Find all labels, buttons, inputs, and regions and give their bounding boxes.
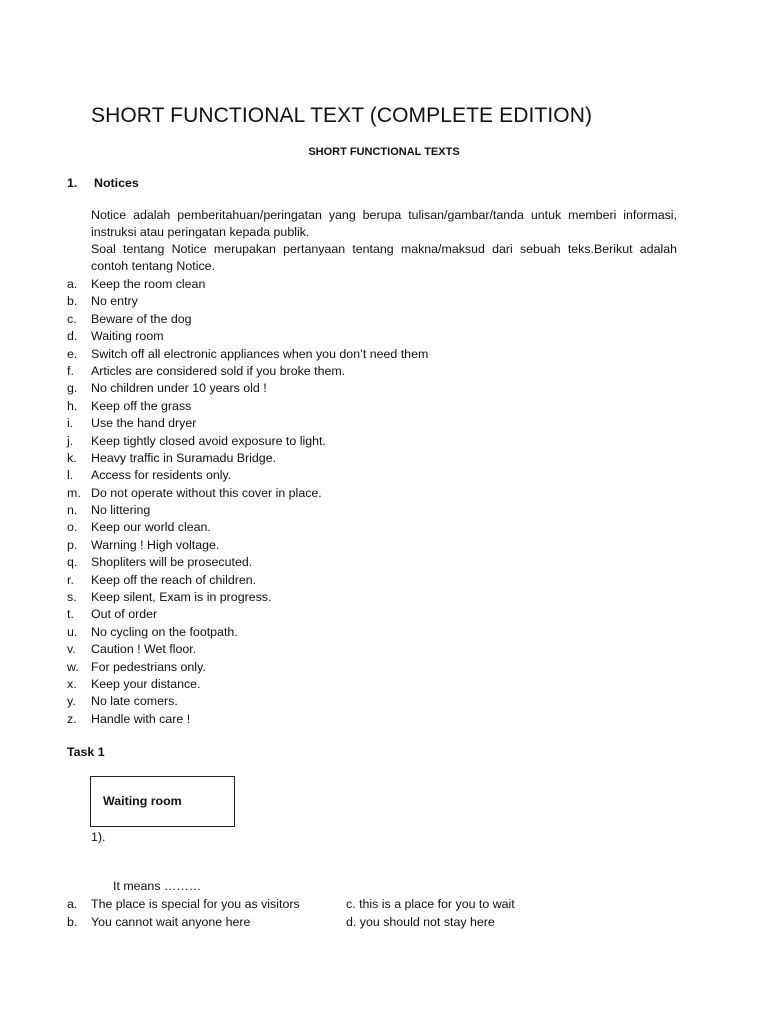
notice-text: Do not operate without this cover in place. <box>91 485 322 500</box>
option-text: You cannot wait anyone here <box>91 915 251 929</box>
notice-text: Heavy traffic in Suramadu Bridge. <box>91 450 277 465</box>
section-title: Notices <box>94 176 139 190</box>
notice-text: Beware of the dog <box>91 311 192 326</box>
notice-letter: u. <box>67 624 78 639</box>
notice-item <box>67 589 428 606</box>
option-c <box>346 897 515 911</box>
notice-box-text: Waiting room <box>103 794 182 808</box>
notice-letter: g. <box>67 381 78 396</box>
notice-text: Caution ! Wet floor. <box>91 642 197 657</box>
option-b <box>67 915 250 929</box>
notice-text: For pedestrians only. <box>91 659 206 674</box>
option-d <box>346 915 495 929</box>
notice-letter: i. <box>67 416 74 431</box>
notice-text: Switch off all electronic appliances when you don’t need them <box>91 346 429 361</box>
notice-letter: p. <box>67 537 78 552</box>
notice-letter: y. <box>67 694 76 709</box>
notice-letter: n. <box>67 503 78 518</box>
task-label: Task 1 <box>67 745 105 759</box>
notice-letter: l. <box>67 468 74 483</box>
notice-text: Keep your distance. <box>91 676 201 691</box>
notice-letter: m. <box>67 485 81 500</box>
notice-text: Keep off the reach of children. <box>91 572 257 587</box>
notice-text: Keep our world clean. <box>91 520 211 535</box>
notice-text: No late comers. <box>91 694 178 709</box>
notice-letter: s. <box>67 590 77 605</box>
notice-item <box>67 624 428 641</box>
notice-item <box>67 693 428 710</box>
option-text: d. you should not stay here <box>346 915 495 929</box>
notice-letter: z. <box>67 711 77 726</box>
notice-letter: d. <box>67 329 78 344</box>
notice-text: Access for residents only. <box>91 468 232 483</box>
notice-text: No entry <box>91 294 138 309</box>
notice-item <box>67 572 428 589</box>
option-text: c. this is a place for you to wait <box>346 897 515 911</box>
notice-text: Waiting room <box>91 329 164 344</box>
notice-letter: r. <box>67 572 74 587</box>
notice-item <box>67 711 428 728</box>
notice-item <box>67 606 428 623</box>
notice-letter: j. <box>67 433 74 448</box>
section-heading <box>67 176 139 190</box>
notice-text: Keep tightly closed avoid exposure to light. <box>91 433 326 448</box>
option-letter: b. <box>67 915 78 929</box>
notice-text: Out of order <box>91 607 158 622</box>
notice-text: Keep the room clean <box>91 277 206 291</box>
notice-item <box>67 433 428 450</box>
page-title: SHORT FUNCTIONAL TEXT (COMPLETE EDITION) <box>91 104 593 127</box>
notice-item <box>67 415 428 432</box>
intro-paragraph-1: Notice adalah pemberitahuan/peringatan yang berupa tulisan/gambar/tanda untuk memberi informasi, instruksi atau peringatan kepada publik. <box>91 208 677 240</box>
notice-text: Shopliters will be prosecuted. <box>91 555 253 570</box>
notice-box <box>90 776 235 827</box>
option-text: The place is special for you as visitors <box>91 897 300 911</box>
notice-text: Articles are considered sold if you broke them. <box>91 363 346 378</box>
notice-text: Keep silent, Exam is in progress. <box>91 590 272 605</box>
notice-item <box>67 519 428 536</box>
notice-item <box>67 659 428 676</box>
notice-text: No cycling on the footpath. <box>91 624 238 639</box>
notice-text: No littering <box>91 503 151 518</box>
notice-item <box>67 311 428 328</box>
notice-letter: a. <box>67 277 78 291</box>
notice-text: Use the hand dryer <box>91 416 197 431</box>
intro-paragraph-2: Soal tentang Notice merupakan pertanyaan tentang makna/maksud dari sebuah teks.Berikut adalah contoh tentang Notice. <box>91 242 677 274</box>
notice-letter: e. <box>67 346 78 361</box>
notice-text: Keep off the grass <box>91 398 192 413</box>
option-a <box>67 897 300 911</box>
notice-text: Handle with care ! <box>91 711 191 726</box>
notice-list <box>67 276 428 728</box>
notice-letter: b. <box>67 294 78 309</box>
notice-letter: f. <box>67 363 74 378</box>
notice-item <box>67 276 428 293</box>
question-number: 1). <box>91 830 106 844</box>
question-prompt: It means ……… <box>113 879 202 893</box>
notice-letter: k. <box>67 450 77 465</box>
option-letter: a. <box>67 897 78 911</box>
notice-item <box>67 293 428 310</box>
notice-letter: o. <box>67 520 78 535</box>
notice-item <box>67 537 428 554</box>
notice-item <box>67 554 428 571</box>
section-number: 1. <box>67 176 78 190</box>
notice-item <box>67 398 428 415</box>
notice-item <box>67 328 428 345</box>
notice-text: No children under 10 years old ! <box>91 381 267 396</box>
notice-item <box>67 641 428 658</box>
notice-letter: x. <box>67 676 77 691</box>
notice-item <box>67 363 428 380</box>
notice-letter: v. <box>67 642 76 657</box>
notice-text: Warning ! High voltage. <box>91 537 220 552</box>
notice-item <box>67 502 428 519</box>
notice-letter: w. <box>67 659 79 674</box>
notice-item <box>67 450 428 467</box>
notice-item <box>67 485 428 502</box>
notice-letter: q. <box>67 555 78 570</box>
notice-item <box>67 380 428 397</box>
notice-item <box>67 346 428 363</box>
notice-item <box>67 676 428 693</box>
notice-letter: c. <box>67 311 77 326</box>
page-subtitle: SHORT FUNCTIONAL TEXTS <box>308 146 460 158</box>
notice-item <box>67 467 428 484</box>
notice-letter: h. <box>67 398 78 413</box>
notice-letter: t. <box>67 607 74 622</box>
